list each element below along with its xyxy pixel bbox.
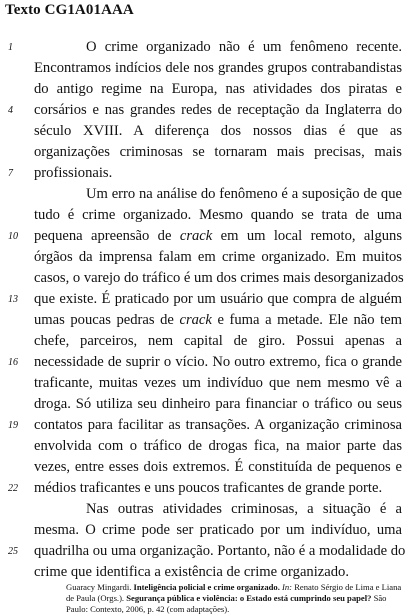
text-line: envolvida com o tráfico de drogas fica, na maior parte das <box>34 438 402 454</box>
source-editors: Renato Sérgio de Lima e Liana de Paula (Orgs.). <box>66 582 402 603</box>
text-line: século XVIII. A diferença dos nossos dias é que as <box>34 123 402 139</box>
line-number: 19 <box>8 420 18 431</box>
text-line: vezes, entre esses dois extremos. É constituída de pequenos e <box>34 459 402 475</box>
text-line: médios traficantes e uns poucos traficantes de grande porte. <box>34 480 383 496</box>
text-title: Texto CG1A01AAA <box>5 2 134 18</box>
text-line: organizações criminosas se tornaram mais precisas, mais <box>34 144 402 160</box>
text-line: chefe, parceiros, nem capital de giro. Possui apenas a <box>34 333 402 349</box>
text-line: necessidade de suprir o vício. No outro extremo, fica o grande <box>34 354 402 370</box>
text-line: Um erro na análise do fenômeno é a suposição de que <box>86 186 402 202</box>
source-chapter: Inteligência policial e crime organizado. <box>133 582 280 592</box>
text-line: O crime organizado não é um fenômeno recente. <box>86 39 402 55</box>
line-number: 25 <box>8 546 18 557</box>
text-segment: em um local remoto, alguns <box>220 228 403 244</box>
source-in: In: <box>282 582 293 592</box>
text-line: do antigo regime na Europa, nas atividades dos piratas e <box>34 81 402 97</box>
line-number: 7 <box>8 168 13 179</box>
text-segment: e fuma a metade. Ele não tem <box>217 312 402 328</box>
source-author: Guaracy Mingardi. <box>66 582 132 592</box>
italic-term: crack <box>179 228 213 244</box>
text-line: droga. Só utiliza seu dinheiro para financiar o tráfico ou seus <box>34 396 402 412</box>
text-line: traficante, muitas vezes um indivíduo que nem mesmo vê a <box>34 375 402 391</box>
source-book: Segurança pública e violência: o Estado está cumprindo seu papel? <box>126 593 372 603</box>
text-line: que existe. É praticado por um usuário que compra de alguém <box>34 291 402 307</box>
line-number: 16 <box>8 357 18 368</box>
text-segment: umas poucas pedras de <box>34 312 174 328</box>
line-number: 22 <box>8 483 18 494</box>
line-number: 10 <box>8 231 18 242</box>
line-number: 13 <box>8 294 18 305</box>
text-line: órgãos da imprensa falam em crime organizado. Em muitos <box>34 249 402 265</box>
source-citation <box>66 582 402 615</box>
text-segment: pequena apreensão de <box>34 228 172 244</box>
text-line: tudo é crime organizado. Mesmo quando se trata de uma <box>34 207 402 223</box>
text-line: quadrilha ou uma organização. Portanto, não é a modalidade do <box>34 543 406 559</box>
text-line <box>34 310 402 331</box>
italic-term: crack <box>179 312 212 328</box>
text-line: Nas outras atividades criminosas, a situação é a <box>86 501 402 517</box>
line-number: 1 <box>8 42 13 53</box>
text-line: mesma. O crime pode ser praticado por um indivíduo, uma <box>34 522 402 538</box>
text-line: profissionais. <box>34 165 113 181</box>
text-line <box>34 226 402 247</box>
text-line: corsários e nas grandes redes de receptação da Inglaterra do <box>34 102 402 118</box>
text-line: crime que identifica a existência de crime organizado. <box>34 564 349 580</box>
line-number: 4 <box>8 105 13 116</box>
text-line: casos, o varejo do tráfico é um dos crimes mais desorganizados <box>34 270 404 286</box>
source-publisher: São Paulo: Contexto, 2006, p. 42 (com adaptações). <box>66 593 387 614</box>
text-line: Encontramos indícios dele nos grandes grupos contrabandistas <box>34 60 402 76</box>
text-line: contatos para facilitar as transações. A organização criminosa <box>34 417 402 433</box>
